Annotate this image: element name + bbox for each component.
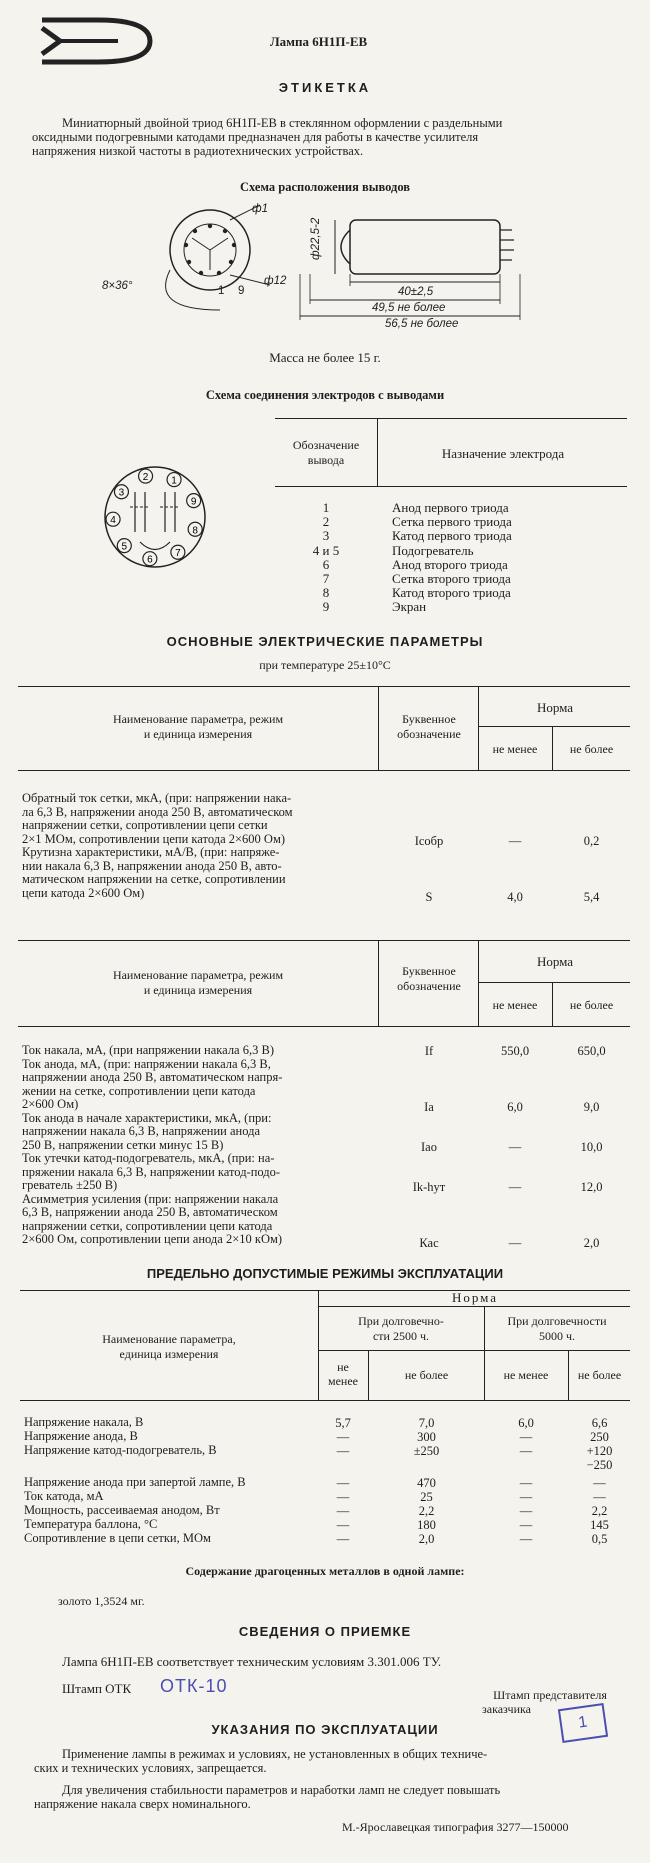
t2-min: — (508, 1180, 522, 1194)
limits-row-min1: — (336, 1430, 350, 1444)
limits-row-max1: 300 (417, 1430, 436, 1444)
tube-pin-label: 1 (171, 475, 177, 487)
t2-header-max: не более (569, 998, 614, 1012)
limits-header-name: Наименование параметра, единица измерения (102, 1332, 236, 1361)
limits-row-max2: 145 (590, 1518, 609, 1532)
limits-row-min1: — (336, 1504, 350, 1518)
dim-pin9: 9 (238, 285, 245, 297)
dim-49: 49,5 не более (372, 302, 446, 314)
connect-row-desc: Катод второго триода (392, 585, 511, 601)
t2-text-line: 250 В, напряжении сетки минус 15 В) (22, 1137, 224, 1152)
t2-header-norm: Норма (536, 954, 574, 969)
limits-row-name: Мощность, рассеиваемая анодом, Вт (24, 1503, 220, 1517)
t2-max: 12,0 (580, 1180, 603, 1194)
limits-header-max1: не более (404, 1368, 449, 1382)
t2-max: 2,0 (583, 1236, 600, 1250)
t2-text-line: 6,3 В, напряжении анода 250 В, автоматическом (22, 1205, 278, 1219)
limits-row-max2: 6,6 (591, 1416, 608, 1430)
t2-text-line: Асимметрия усиления (при: напряжении накала (22, 1191, 279, 1206)
otk-stamp-label: Штамп ОТК (62, 1681, 132, 1696)
t2-symbol: Ik-hyт (412, 1180, 446, 1194)
limits-row-max1: 2,0 (418, 1532, 435, 1546)
t1-header-min: не менее (492, 742, 538, 756)
metals-heading: Содержание драгоценных металлов в одной лампе: (185, 1564, 465, 1578)
t2-text-line: Ток анода в начале характеристики, мкА, (при: (22, 1110, 272, 1125)
limits-row-max2: 250 (590, 1430, 609, 1444)
limits-row-name: Напряжение анода, В (24, 1429, 138, 1443)
connect-row-pin: 7 (322, 571, 330, 586)
intro-line-3: напряжения низкой частоты в радиотехнических устройствах. (32, 144, 364, 158)
label-heading: ЭТИКЕТКА (278, 80, 372, 95)
t2-max: 10,0 (580, 1140, 603, 1154)
connect-row-desc: Подогреватель (392, 542, 474, 558)
limits-row-min2: — (519, 1518, 533, 1532)
limits-row-min2: — (519, 1430, 533, 1444)
limits-header-2500: При долговечно- сти 2500 ч. (358, 1314, 444, 1343)
t2-symbol: Ia (424, 1100, 434, 1114)
limits-row-max1: 25 (420, 1490, 433, 1504)
t1-min: 4,0 (507, 890, 523, 904)
gold-content: золото 1,3524 мг. (58, 1594, 145, 1608)
dim-d12: ф12 (264, 275, 287, 287)
t1-text-line: нии накала 6,3 В, напряжении анода 250 В, авто- (22, 858, 282, 873)
limits-row-max2: −250 (586, 1458, 613, 1472)
t1-max: 0,2 (583, 834, 600, 848)
limits-row-min1: 5,7 (335, 1416, 351, 1430)
dim-diameter: ф22,5-2 (310, 217, 322, 260)
t1-header-norm: Норма (536, 700, 574, 715)
connect-row-pin: 2 (322, 514, 330, 530)
electrical-heading: ОСНОВНЫЕ ЭЛЕКТРИЧЕСКИЕ ПАРАМЕТРЫ (166, 634, 484, 649)
t1-header-name: Наименование параметра, режим и единица измерения (112, 712, 284, 741)
connect-row-desc: Катод первого триода (392, 528, 512, 544)
t1-text-line: цепи катода 2×600 Ом) (22, 885, 145, 900)
t1-min: — (508, 834, 522, 848)
tube-pin-label: 3 (118, 487, 125, 499)
dim-pin1: 1 (218, 285, 225, 297)
limits-header-max2: не более (577, 1368, 622, 1382)
t2-min: — (508, 1140, 522, 1154)
usage-heading: УКАЗАНИЯ ПО ЭКСПЛУАТАЦИИ (211, 1722, 439, 1737)
t2-min: 6,0 (507, 1100, 523, 1114)
limits-row-min1: — (336, 1518, 350, 1532)
dim-40: 40±2,5 (398, 286, 434, 298)
limits-row-min2: — (519, 1532, 533, 1546)
limits-row-min1: — (336, 1532, 350, 1546)
t1-text-line: 2×1 МОм, сопротивлении цепи катода 2×600 Ом) (22, 831, 286, 846)
t1-max: 5,4 (583, 890, 600, 904)
t2-text-line: Ток накала, мА, (при напряжении накала 6,3 В) (22, 1043, 274, 1057)
t2-text-line: напряжении сетки, сопротивлении цепи катода (22, 1218, 273, 1233)
t2-text-line: греватель ±250 В) (22, 1178, 118, 1192)
usage-p1-line1: Применение лампы в режимах и условиях, не установленных в общих техниче- (62, 1747, 488, 1761)
limits-row-name: Ток катода, мА (24, 1489, 104, 1503)
t2-symbol: Iaо (421, 1140, 437, 1154)
limits-row-max1: 2,2 (418, 1504, 435, 1518)
t2-symbol: Кас (419, 1236, 439, 1250)
t1-text-line: Обратный ток сетки, мкА, (при: напряжении нака- (22, 791, 292, 805)
t1-text-line: Крутизна характеристики, мА/В, (при: напряже- (22, 845, 280, 859)
t2-text-line: пряжении накала 6,3 В, напряжении катод-подо- (22, 1164, 281, 1179)
limits-heading: ПРЕДЕЛЬНО ДОПУСТИМЫЕ РЕЖИМЫ ЭКСПЛУАТАЦИИ (146, 1266, 504, 1281)
limits-row-name: Напряжение анода при запертой лампе, В (24, 1475, 246, 1489)
connect-heading: Схема соединения электродов с выводами (205, 388, 445, 402)
limits-row-min2: — (519, 1490, 533, 1504)
t2-text-line: Ток анода, мА, (при: напряжении накала 6,3 В, (22, 1056, 271, 1071)
t2-min: 550,0 (500, 1044, 530, 1058)
limits-row-max2: — (593, 1490, 606, 1504)
connect-row-pin: 8 (322, 585, 330, 601)
connect-row-pin: 3 (322, 528, 330, 544)
electrical-temperature: при температуре 25±10°С (259, 658, 391, 672)
limits-row-min1: — (336, 1444, 350, 1458)
t2-symbol: If (424, 1044, 434, 1058)
dim-d1: ф1 (252, 203, 269, 215)
t2-header-min: не менее (492, 998, 538, 1012)
limits-row-max1: ±250 (413, 1444, 440, 1458)
tube-pin-label: 4 (110, 515, 116, 527)
t1-header-max: не более (569, 742, 614, 756)
t1-symbol: S (425, 890, 433, 904)
limits-row-max2: +120 (586, 1444, 613, 1458)
tube-pin-label: 2 (142, 472, 149, 484)
factory-logo (38, 16, 158, 66)
otk-stamp: ОТК-10 (160, 1676, 228, 1696)
t2-text-line: 2×600 Ом) (22, 1097, 79, 1111)
t2-text-line: Ток утечки катод-подогреватель, мкА, (при: на- (22, 1151, 275, 1165)
limits-row-min2: — (519, 1504, 533, 1518)
limits-row-min1: — (336, 1476, 350, 1490)
connect-row-desc: Сетка первого триода (392, 514, 512, 530)
customer-stamp-mark: 1 (558, 1703, 608, 1743)
connect-row-desc: Сетка второго триода (392, 571, 511, 586)
limits-row-max1: 180 (417, 1518, 436, 1532)
connect-col1-header: Обозначение вывода (292, 438, 360, 467)
tube-pin-label: 9 (190, 496, 197, 508)
limits-header-norm: Норма (451, 1290, 499, 1305)
connect-row-desc: Экран (392, 599, 427, 615)
t2-max: 650,0 (577, 1044, 606, 1058)
connect-row-desc: Анод второго триода (392, 556, 508, 572)
tube-pin-label: 5 (121, 541, 128, 553)
connect-row-pin: 6 (322, 556, 330, 572)
intro-line-1: Миниатюрный двойной триод 6Н1П-ЕВ в стеклянном оформлении с раздельными (62, 116, 503, 130)
limits-row-min2: 6,0 (518, 1416, 534, 1430)
connect-row-desc: Анод первого триода (392, 500, 509, 515)
t2-text-line: напряжении накала 6,3 В, напряжении анода (22, 1124, 261, 1138)
limits-row-max1: 7,0 (418, 1416, 435, 1430)
limits-row-name: Температура баллона, °С (24, 1517, 158, 1531)
tube-base-drawing (100, 462, 210, 572)
limits-row-max2: 0,5 (591, 1532, 608, 1546)
t1-text-line: напряжении сетки, сопротивлении цепи сетки (22, 818, 268, 832)
dim-56: 56,5 не более (385, 318, 459, 330)
customer-stamp-label: Штамп представителя заказчика (482, 1688, 607, 1716)
connect-row-pin: 4 и 5 (312, 542, 340, 558)
t1-header-symbol: Буквенное обозначение (397, 712, 461, 741)
limits-row-max2: 2,2 (591, 1504, 608, 1518)
limits-row-min2: — (519, 1444, 533, 1458)
t2-min: — (508, 1236, 522, 1250)
t2-text-line: жении на сетке, сопротивлении цепи катода (22, 1083, 256, 1098)
t2-text-line: 2×600 Ом, сопротивлении цепи анода 2×10 кОм) (22, 1232, 283, 1246)
acceptance-heading: СВЕДЕНИЯ О ПРИЕМКЕ (238, 1624, 412, 1639)
t1-text-line: матическом напряжении на сетке, сопротивлении (22, 872, 286, 886)
dim-angle: 8×36° (102, 280, 133, 292)
t2-max: 9,0 (583, 1100, 600, 1114)
printer-line: М.-Ярославецкая типография 3277—150000 (342, 1820, 569, 1834)
tube-pin-label: 8 (192, 525, 198, 537)
limits-row-name: Сопротивление в цепи сетки, МОм (24, 1531, 211, 1545)
limits-header-min2: не менее (503, 1368, 549, 1382)
t2-text-line: напряжении анода 250 В, автоматическом напря- (22, 1070, 283, 1084)
mass-text: Масса не более 15 г. (269, 350, 381, 365)
connect-col2-header: Назначение электрода (441, 446, 565, 461)
intro-line-2: оксидными подогревными катодами предназначен для работы в качестве усилителя (32, 130, 479, 144)
connect-row-pin: 1 (322, 500, 330, 515)
usage-p2-line2: напряжение накала сверх номинального. (34, 1797, 251, 1811)
document-title: Лампа 6Н1П-ЕВ (270, 34, 368, 49)
limits-row-max1: 470 (417, 1476, 436, 1490)
tube-pin-label: 6 (147, 554, 153, 566)
t2-header-symbol: Буквенное обозначение (397, 964, 461, 993)
limits-header-5000: При долговечности 5000 ч. (507, 1314, 607, 1343)
limits-row-name: Напряжение накала, В (24, 1415, 144, 1429)
connect-row-pin: 9 (322, 599, 330, 615)
t2-header-name: Наименование параметра, режим и единица измерения (112, 968, 284, 997)
t1-symbol: Iсобр (414, 834, 444, 848)
usage-p1-line2: ских и технических условиях, запрещается. (34, 1761, 267, 1775)
acceptance-text: Лампа 6Н1П-ЕВ соответствует техническим условиям 3.301.006 ТУ. (62, 1654, 442, 1669)
limits-row-max2: — (593, 1476, 606, 1490)
t1-text-line: ла 6,3 В, напряжении анода 250 В, автоматическом (22, 804, 293, 819)
usage-p2-line1: Для увеличения стабильности параметров и наработки ламп не следует повышать (62, 1783, 501, 1797)
limits-row-name: Напряжение катод-подогреватель, В (24, 1443, 217, 1457)
pinout-heading: Схема расположения выводов (239, 180, 411, 194)
limits-row-min2: — (519, 1476, 533, 1490)
limits-header-min1: не менее (328, 1360, 358, 1388)
tube-pin-label: 7 (175, 548, 181, 560)
limits-row-min1: — (336, 1490, 350, 1504)
